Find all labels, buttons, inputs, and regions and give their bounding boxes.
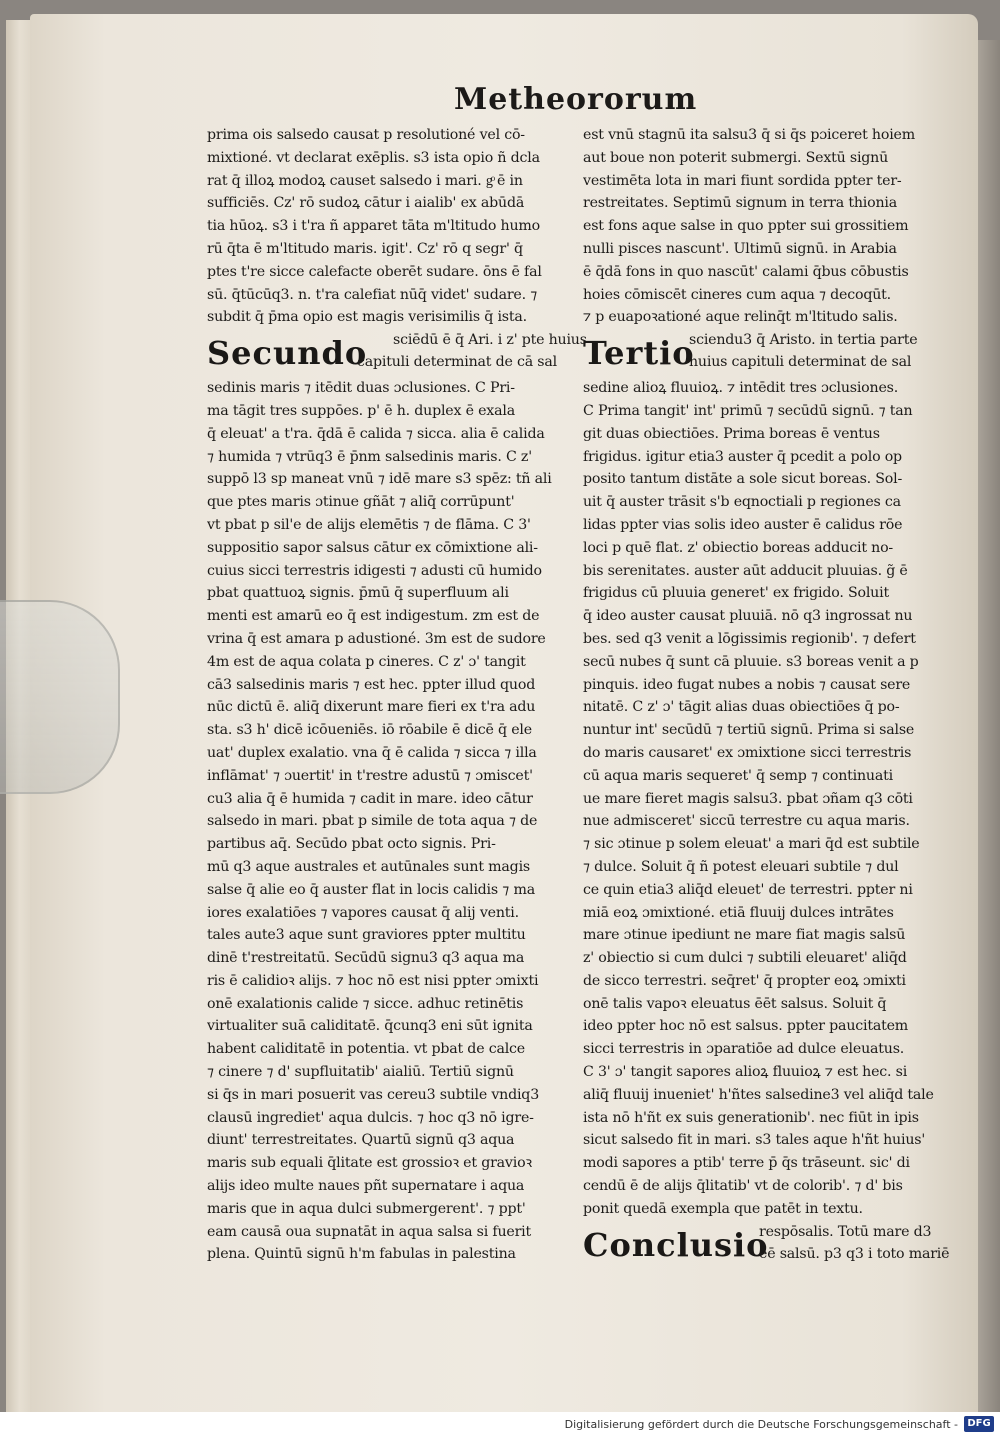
text-line: C 3' ɔ' tangit sapores alioꝝ fluuioꝝ ⁊ est hec. si xyxy=(583,1064,908,1081)
text-line: nulli pisces nascunt'. Ultimū signū. in Arabia xyxy=(583,240,897,257)
text-line: onē talis vapoꝛ eleuatus ēēt salsus. Soluit q̄ xyxy=(583,995,887,1012)
text-line: loci p quē flat. z' obiectio boreas adducit no- xyxy=(583,539,894,556)
text-line: habent caliditatē in potentia. vt pbat de calce xyxy=(207,1041,525,1058)
text-line: bis serenitates. auster aūt adducit pluuias. g̃ ē xyxy=(583,562,908,579)
text-line: sedinis maris ⁊ itēdit duas ɔclusiones. C Pri- xyxy=(207,380,515,397)
heading-side-line-2: capituli determinat de cā sal xyxy=(357,354,557,371)
text-line: bes. sed q3 venit a lōgissimis regionib'. ⁊ defert xyxy=(583,630,916,647)
text-line: 4m est de aqua colata p cineres. C z' ɔ' tangit xyxy=(207,653,526,670)
text-line: cu3 alia q̄ ē humida ⁊ cadit in mare. ideo cātur xyxy=(207,790,533,807)
heading-side-line-1: sciēdū ē q̄ Ari. i z' pte huius xyxy=(393,332,587,349)
text-line: ⁊ humida ⁊ vtrūq3 ē p̄nm salsedinis maris. C z' xyxy=(207,448,532,465)
text-line: ē q̄dā fons in quo nascūt' calami q̄bus cōbustis xyxy=(583,263,909,280)
heading-side-line-1: respōsalis. Totū mare d3 xyxy=(759,1223,932,1240)
text-line: ⁊ sic ɔtinue p solem eleuat' a mari q̄d est subtile xyxy=(583,836,920,853)
text-line: uat' duplex exalatio. vna q̄ ē calida ⁊ sicca ⁊ illa xyxy=(207,744,537,761)
text-line: frigidus cū pluuia generet' ex frigido. Soluit xyxy=(583,585,889,602)
text-line: q̄ ideo auster causat pluuiā. nō q3 ingrossat nu xyxy=(583,608,913,625)
left-text-column xyxy=(207,124,587,1266)
text-line: plena. Quintū signū h'm fabulas in palestina xyxy=(207,1246,516,1263)
heading-conclusio: Conclusio xyxy=(583,1225,769,1264)
heading-side-line-2: eē salsū. p3 q3 i toto mariē xyxy=(759,1245,950,1262)
text-line: maris sub equali q̄litate est grossioꝛ et gravioꝛ xyxy=(207,1155,532,1172)
text-line: cendū ē de alijs q̄litatib' vt de colorib'. ⁊ d' bis xyxy=(583,1178,903,1195)
text-line: q̄ eleuat' a t'ra. q̄dā ē calida ⁊ sicca. alia ē calida xyxy=(207,425,545,442)
right-column-lines-b xyxy=(583,377,945,1220)
text-line: que ptes maris ɔtinue gñāt ⁊ aliq̄ corrūpunt' xyxy=(207,494,515,511)
text-line: frigidus. igitur etia3 auster q̄ pcedit a polo op xyxy=(583,448,902,465)
text-line: ue mare fieret magis salsu3. pbat ɔñam q3 cōti xyxy=(583,790,913,807)
text-line: ⁊ p euapoꝛationé aque relinq̄t m'ltitudo salis. xyxy=(583,309,898,326)
left-column-lines-a xyxy=(207,124,569,329)
text-line: hoies cōmiscēt cineres cum aqua ⁊ decoqūt. xyxy=(583,286,891,303)
text-line: restreitates. Septimū signum in terra thionia xyxy=(583,195,897,212)
heading-side-line-1: sciendu3 q̄ Aristo. in tertia parte xyxy=(689,332,918,349)
text-line: git duas obiectiōes. Prima boreas ē ventus xyxy=(583,425,880,442)
left-heading-block xyxy=(207,329,587,377)
text-line: ideo ppter hoc nō est salsus. ppter paucitatem xyxy=(583,1018,909,1035)
right-heading-block-2 xyxy=(583,1221,950,1269)
text-line: sedine alioꝝ fluuioꝝ. ⁊ intēdit tres ɔclusiones. xyxy=(583,380,899,397)
text-line: menti est amarū eo q̄ est indigestum. zm est de xyxy=(207,608,540,625)
text-line: alijs ideo multe naues pñt supernatare i aqua xyxy=(207,1178,525,1195)
text-line: lidas ppter vias solis ideo auster ē calidus rōe xyxy=(583,516,903,533)
heading-tertio: Tertio xyxy=(583,334,695,373)
text-line: virtualiter suā caliditatē. q̄cunq3 eni sūt ignita xyxy=(207,1018,533,1035)
text-line: miā eoꝝ ɔmixtioné. etiā fluuij dulces intrātes xyxy=(583,904,894,921)
text-line: rū q̄ta ē m'ltitudo maris. igit'. Cz' rō q segr' q̄ xyxy=(207,240,523,257)
running-head: Metheororum xyxy=(454,82,698,117)
text-line: tales aute3 aque sunt graviores ppter multitu xyxy=(207,927,526,944)
text-line: cā3 salsedinis maris ⁊ est hec. ppter illud quod xyxy=(207,676,536,693)
text-line: nūc dictū ē. aliq̄ dixerunt mare fieri ex t'ra adu xyxy=(207,699,536,716)
text-line: nuntur int' secūdū ⁊ tertiū signū. Prima si salse xyxy=(583,722,915,739)
heading-secundo: Secundo xyxy=(207,334,368,373)
text-line: do maris causaret' ex ɔmixtione sicci terrestris xyxy=(583,744,912,761)
text-line: eam causā oua supnatāt in aqua salsa si fuerit xyxy=(207,1223,532,1240)
text-line: ponit quedā exempla que patēt in textu. xyxy=(583,1200,863,1217)
text-line: ⁊ cinere ⁊ d' supfluitatib' aialiū. Tertiū signū xyxy=(207,1064,514,1081)
text-line: salse q̄ alie eo q̄ auster flat in locis calidis ⁊ ma xyxy=(207,881,535,898)
text-line: tia hūoꝝ. s3 i t'ra ñ apparet tāta m'ltitudo humo xyxy=(207,218,540,235)
heading-side-line-2: huius capituli determinat de sal xyxy=(689,354,912,371)
text-line: mū q3 aque australes et autūnales sunt magis xyxy=(207,858,530,875)
text-line: sta. s3 h' dicē icōueniēs. iō rōabile ē dicē q̄ ele xyxy=(207,722,532,739)
text-line: cū aqua maris sequeret' q̄ semp ⁊ continuati xyxy=(583,767,893,784)
text-line: nitatē. C z' ɔ' tāgit alias duas obiectiōes q̄ po- xyxy=(583,699,900,716)
text-line: maris que in aqua dulci submergerent'. ⁊ ppt' xyxy=(207,1200,526,1217)
text-line: mare ɔtinue ipediunt ne mare fiat magis salsū xyxy=(583,927,906,944)
text-line: aut boue non poterit submergi. Sextū signū xyxy=(583,149,889,166)
text-line: inflāmat' ⁊ ɔuertit' in t'restre adustū ⁊ ɔmiscet' xyxy=(207,767,533,784)
plastic-page-clip xyxy=(0,600,120,794)
text-line: sufficiēs. Cz' rō sudoꝝ cātur i aialib' ex abūdā xyxy=(207,195,525,212)
text-line: z' obiectio si cum dulci ⁊ subtili eleuaret' aliq̄d xyxy=(583,950,907,967)
right-heading-block xyxy=(583,329,945,377)
text-line: de sicco terrestri. seq̄ret' q̄ propter eoꝝ ɔmixti xyxy=(583,972,906,989)
text-line: ista nō h'ñt ex suis generationib'. nec fiūt in ipis xyxy=(583,1109,919,1126)
right-column-lines-a xyxy=(583,124,945,329)
text-line: nue admisceret' siccū terrestre cu aqua maris. xyxy=(583,813,910,830)
text-line: C Prima tangit' int' primū ⁊ secūdū signū. ⁊ tan xyxy=(583,402,913,419)
text-line: est fons aque salse in quo ppter sui grossitiem xyxy=(583,218,909,235)
text-line: ptes t're sicce calefacte oberēt sudare. ōns ē fal xyxy=(207,263,542,280)
text-line: aliq̄ fluuij inueniet' h'ñtes salsedine3 vel aliq̄d tale xyxy=(583,1086,934,1103)
text-line: clausū ingrediet' aqua dulcis. ⁊ hoc q3 nō igre- xyxy=(207,1109,534,1126)
text-line: diunt' terrestreitates. Quartū signū q3 aqua xyxy=(207,1132,515,1149)
dfg-logo: DFG xyxy=(964,1416,994,1432)
text-line: cuius sicci terrestris idigesti ⁊ adusti cū humido xyxy=(207,562,542,579)
text-line: sicut salsedo fit in mari. s3 tales aque h'ñt huius' xyxy=(583,1132,926,1149)
text-line: iores exalatiōes ⁊ vapores causat q̄ alij venti. xyxy=(207,904,519,921)
text-line: pbat quattuoꝝ signis. p̄mū q̄ superfluum ali xyxy=(207,585,509,602)
text-line: partibus aq̄. Secūdo pbat octo signis. Pri- xyxy=(207,836,496,853)
text-line: suppō l3 sp maneat vnū ⁊ idē mare s3 spēz: tñ ali xyxy=(207,471,552,488)
text-line: mixtioné. vt declarat exēplis. s3 ista opio ñ dcla xyxy=(207,149,540,166)
text-line: modi sapores a ptib' terre p̄ q̄s trāseunt. sic' di xyxy=(583,1155,910,1172)
text-line: ris ē calidioꝛ alijs. ⁊ hoc nō est nisi ppter ɔmixti xyxy=(207,972,539,989)
text-line: pinquis. ideo fugat nubes a nobis ⁊ causat sere xyxy=(583,676,911,693)
text-line: ce quin etia3 aliq̄d eleuet' de terrestri. ppter ni xyxy=(583,881,913,898)
text-line: ma tāgit tres suppōes. p' ē h. duplex ē exala xyxy=(207,402,515,419)
left-column-lines-b xyxy=(207,377,569,1266)
text-line: vrina q̄ est amara p adustioné. 3m est de sudore xyxy=(207,630,546,647)
text-line: ⁊ dulce. Soluit q̄ ñ potest eleuari subtile ⁊ dul xyxy=(583,858,899,875)
text-line: posito tantum distāte a sole sicut boreas. Sol- xyxy=(583,471,903,488)
text-line: sicci terrestris in ɔparatiōe ad dulce eleuatus. xyxy=(583,1041,905,1058)
text-line: secū nubes q̄ sunt cā pluuie. s3 boreas venit a p xyxy=(583,653,919,670)
text-line: suppositio sapor salsus cātur ex cōmixtione ali- xyxy=(207,539,538,556)
text-line: dinē t'restreitatū. Secūdū signu3 q3 aqua ma xyxy=(207,950,525,967)
text-line: si q̄s in mari posuerit vas cereu3 subtile vndiq3 xyxy=(207,1086,540,1103)
text-line: onē exalationis calide ⁊ sicce. adhuc retinētis xyxy=(207,995,524,1012)
text-line: vt pbat p sil'e de alijs elemētis ⁊ de flāma. C 3' xyxy=(207,516,531,533)
text-line: rat q̄ illoꝝ modoꝝ causet salsedo i mari. gͦ ē in xyxy=(207,172,523,189)
text-line: est vnū stagnū ita salsu3 q̄ si q̄s pɔiceret hoiem xyxy=(583,127,915,143)
digitization-credit: Digitalisierung gefördert durch die Deutsche Forschungsgemeinschaft - xyxy=(564,1418,958,1431)
text-line: prima ois salsedo causat p resolutioné vel cō- xyxy=(207,127,525,143)
text-line: salsedo in mari. pbat p simile de tota aqua ⁊ de xyxy=(207,813,538,830)
text-line: uit q̄ auster trāsit s'b eqnoctiali p regiones ca xyxy=(583,494,901,511)
text-line: sū. q̄tūcūq3. n. t'ra calefiat nūq̄ videt' sudare. ⁊ xyxy=(207,286,538,303)
right-text-column xyxy=(583,124,950,1269)
text-line: vestimēta lota in mari fiunt sordida ppter ter- xyxy=(583,172,902,189)
text-line: subdit q̄ p̄ma opio est magis verisimilis q̄ ista. xyxy=(207,309,527,326)
